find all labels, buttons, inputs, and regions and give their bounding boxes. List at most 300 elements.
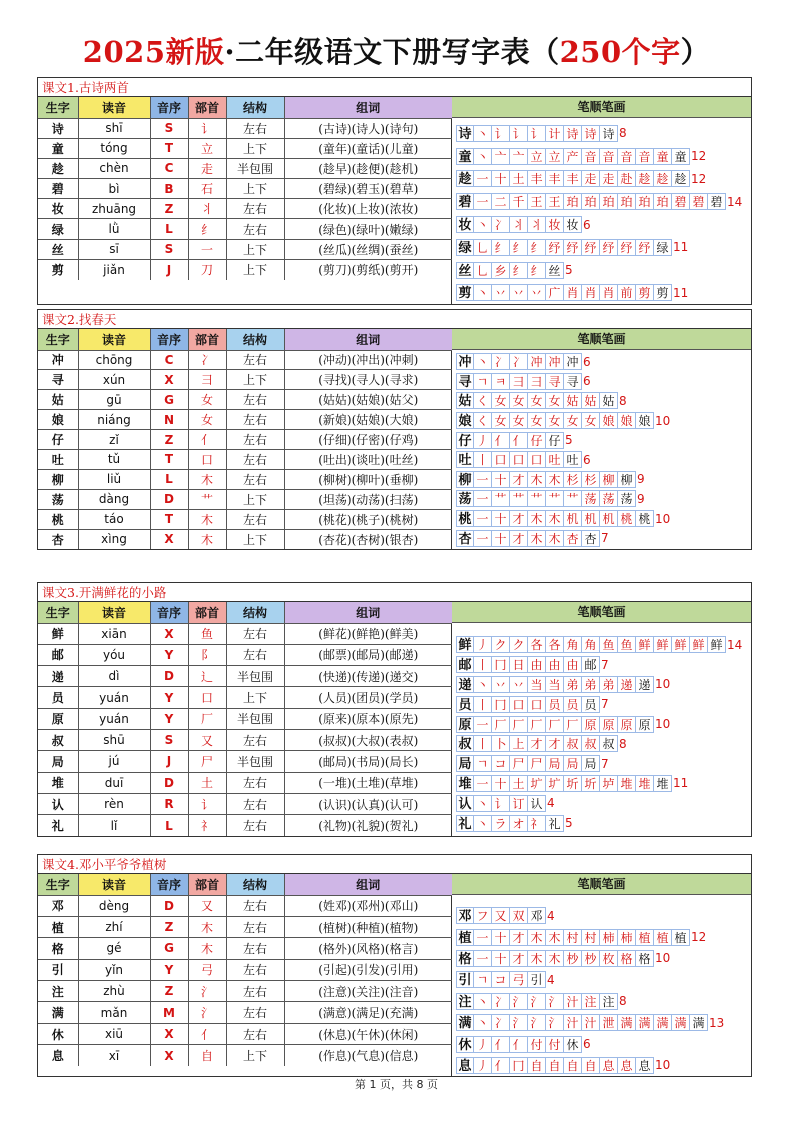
cell-radical: 彐 — [188, 370, 226, 390]
cell-words: (注意)(关注)(注音) — [284, 981, 452, 1002]
stroke-order-row — [452, 714, 751, 734]
stroke-step: ラ — [492, 815, 510, 832]
stroke-step: 诗 — [600, 125, 618, 142]
table-row — [38, 489, 452, 509]
stroke-step: 氵 — [510, 1014, 528, 1031]
stroke-step: 植 — [672, 929, 690, 946]
stroke-order-row — [452, 236, 751, 259]
stroke-step: 认 — [528, 795, 546, 812]
stroke-step: 立 — [546, 148, 564, 165]
cell-order: Y — [150, 959, 188, 980]
stroke-step: 荡 — [582, 490, 600, 507]
cell-structure: 左右 — [226, 644, 284, 665]
stroke-step: 仔 — [546, 432, 564, 449]
stroke-step: 音 — [582, 148, 600, 165]
stroke-step: 自 — [546, 1057, 564, 1074]
stroke-char: 邮 — [456, 656, 474, 673]
table-row — [38, 1023, 452, 1044]
cell-char: 寻 — [38, 370, 78, 390]
character-table — [38, 874, 452, 1066]
stroke-step: 局 — [564, 755, 582, 772]
header-char: 生字 — [38, 329, 78, 350]
cell-char: 娘 — [38, 410, 78, 430]
stroke-step: 员 — [582, 696, 600, 713]
table-row — [38, 793, 452, 814]
cell-pinyin: táo — [78, 509, 150, 529]
stroke-char: 碧 — [456, 193, 474, 210]
stroke-step: 由 — [546, 656, 564, 673]
table-row — [38, 938, 452, 959]
cell-radical: 礻 — [188, 815, 226, 836]
cell-char: 堆 — [38, 772, 78, 793]
stroke-step: 当 — [528, 676, 546, 693]
cell-pinyin: chōng — [78, 350, 150, 370]
stroke-step: 纟 — [528, 262, 546, 279]
cell-radical: 木 — [188, 529, 226, 549]
cell-words: (吐出)(谈吐)(吐丝) — [284, 449, 452, 469]
stroke-step: 柿 — [600, 929, 618, 946]
cell-order: J — [150, 259, 188, 279]
stroke-step: 十 — [492, 950, 510, 967]
cell-char: 息 — [38, 1045, 78, 1066]
cell-order: C — [150, 350, 188, 370]
cell-words: (桃花)(桃子)(桃树) — [284, 509, 452, 529]
stroke-step: 枚 — [600, 950, 618, 967]
stroke-step: 木 — [546, 510, 564, 527]
cell-pinyin: tǔ — [78, 449, 150, 469]
stroke-step: 才 — [546, 735, 564, 752]
stroke-step: 纾 — [618, 239, 636, 256]
lesson-title: 课文2.找春天 — [38, 310, 751, 329]
stroke-count: 11 — [673, 285, 689, 300]
cell-radical: 自 — [188, 1045, 226, 1066]
stroke-step: 息 — [600, 1057, 618, 1074]
cell-radical: 冫 — [188, 350, 226, 370]
stroke-step: 柳 — [618, 471, 636, 488]
stroke-step: 彐 — [528, 373, 546, 390]
stroke-step: 木 — [528, 510, 546, 527]
stroke-step: 冂 — [492, 696, 510, 713]
cell-char: 诗 — [38, 118, 78, 138]
cell-char: 桃 — [38, 509, 78, 529]
stroke-step: 吐 — [546, 451, 564, 468]
cell-structure: 左右 — [226, 199, 284, 219]
stroke-count: 12 — [691, 930, 707, 945]
stroke-step: 丷 — [528, 284, 546, 301]
header-structure: 结构 — [226, 602, 284, 623]
stroke-order-row — [452, 694, 751, 714]
table-row — [38, 390, 452, 410]
stroke-step: 纾 — [564, 239, 582, 256]
stroke-step: 一 — [474, 716, 492, 733]
cell-radical: 一 — [188, 239, 226, 259]
cell-structure: 半包围 — [226, 751, 284, 772]
cell-pinyin: zhù — [78, 981, 150, 1002]
cell-words: (认识)(认真)(认可) — [284, 793, 452, 814]
cell-order: X — [150, 370, 188, 390]
stroke-step: 十 — [492, 510, 510, 527]
stroke-step: く — [474, 392, 492, 409]
header-strokes: 笔顺笔画 — [452, 97, 751, 118]
cell-words: (鲜花)(鲜艳)(鲜美) — [284, 623, 452, 644]
stroke-step: 女 — [582, 412, 600, 429]
stroke-step: 氵 — [528, 993, 546, 1010]
cell-words: (邮局)(书局)(局长) — [284, 751, 452, 772]
stroke-count: 4 — [547, 972, 555, 987]
stroke-order-row — [452, 450, 751, 470]
stroke-step: 丶 — [474, 148, 492, 165]
stroke-char: 休 — [456, 1036, 474, 1053]
header-strokes: 笔顺笔画 — [452, 602, 751, 623]
cell-char: 姑 — [38, 390, 78, 410]
stroke-step: 原 — [582, 716, 600, 733]
stroke-count: 11 — [673, 240, 689, 255]
stroke-step: 寻 — [546, 373, 564, 390]
stroke-step: 吐 — [564, 451, 582, 468]
lesson-section — [37, 854, 752, 1077]
stroke-step: 丶 — [474, 284, 492, 301]
stroke-step: 丶 — [474, 795, 492, 812]
cell-words: (杏花)(杏树)(银杏) — [284, 529, 452, 549]
stroke-step: 亻 — [492, 1036, 510, 1053]
cell-char: 注 — [38, 981, 78, 1002]
cell-structure: 左右 — [226, 449, 284, 469]
stroke-step: 十 — [492, 775, 510, 792]
stroke-step: 趁 — [672, 170, 690, 187]
stroke-step: 厂 — [546, 716, 564, 733]
stroke-step: 一 — [474, 170, 492, 187]
stroke-step: 植 — [636, 929, 654, 946]
cell-char: 休 — [38, 1023, 78, 1044]
stroke-step: 丶 — [474, 993, 492, 1010]
stroke-step: 员 — [564, 696, 582, 713]
stroke-count: 4 — [547, 908, 555, 923]
stroke-step: 柳 — [600, 471, 618, 488]
page-title — [0, 34, 793, 70]
cell-words: (坦荡)(动荡)(扫荡) — [284, 489, 452, 509]
stroke-step: 音 — [600, 148, 618, 165]
stroke-step: 妆 — [546, 216, 564, 233]
cell-structure: 左右 — [226, 895, 284, 916]
stroke-step: 圹 — [546, 775, 564, 792]
cell-structure: 左右 — [226, 959, 284, 980]
stroke-char: 绿 — [456, 239, 474, 256]
cell-words: (姑姑)(姑娘)(姑父) — [284, 390, 452, 410]
stroke-step: 艹 — [528, 490, 546, 507]
stroke-char: 格 — [456, 950, 474, 967]
stroke-step: 丶 — [474, 216, 492, 233]
cell-order: L — [150, 815, 188, 836]
stroke-count: 12 — [691, 149, 707, 164]
stroke-order-row — [452, 430, 751, 450]
stroke-step: 寻 — [564, 373, 582, 390]
stroke-step: 一 — [474, 950, 492, 967]
character-table — [38, 329, 452, 549]
header-pinyin: 读音 — [78, 602, 150, 623]
stroke-step: 亠 — [492, 148, 510, 165]
stroke-step: 丬 — [510, 216, 528, 233]
table-row — [38, 1002, 452, 1023]
stroke-char: 诗 — [456, 125, 474, 142]
cell-order: Y — [150, 708, 188, 729]
cell-words: (植树)(种植)(植物) — [284, 916, 452, 937]
stroke-step: 圻 — [564, 775, 582, 792]
stroke-step: 由 — [528, 656, 546, 673]
stroke-step: 讠 — [528, 125, 546, 142]
stroke-step: 递 — [618, 676, 636, 693]
stroke-char: 杏 — [456, 530, 474, 547]
stroke-step: 立 — [528, 148, 546, 165]
stroke-char: 认 — [456, 795, 474, 812]
header-radical: 部首 — [188, 329, 226, 350]
stroke-count: 7 — [601, 657, 609, 672]
stroke-step: 女 — [546, 412, 564, 429]
stroke-step: 氵 — [510, 993, 528, 1010]
cell-pinyin: zhuāng — [78, 199, 150, 219]
cell-structure: 左右 — [226, 815, 284, 836]
stroke-step: 十 — [492, 530, 510, 547]
table-row — [38, 469, 452, 489]
stroke-step: 叔 — [600, 735, 618, 752]
cell-pinyin: gé — [78, 938, 150, 959]
stroke-step: 丬 — [528, 216, 546, 233]
header-pinyin: 读音 — [78, 329, 150, 350]
stroke-step: 丷 — [510, 284, 528, 301]
stroke-step: 丶 — [474, 353, 492, 370]
cell-words: (引起)(引发)(引用) — [284, 959, 452, 980]
stroke-char: 姑 — [456, 392, 474, 409]
stroke-step: 才 — [528, 735, 546, 752]
stroke-step: 王 — [546, 193, 564, 210]
stroke-step: 鱼 — [618, 636, 636, 653]
stroke-char: 堆 — [456, 775, 474, 792]
header-words: 组词 — [284, 97, 452, 118]
stroke-step: 亻 — [510, 432, 528, 449]
stroke-step: 注 — [582, 993, 600, 1010]
stroke-order-row — [452, 991, 751, 1012]
cell-char: 荡 — [38, 489, 78, 509]
stroke-order-row — [452, 528, 751, 548]
stroke-step: 肖 — [582, 284, 600, 301]
cell-order: Y — [150, 687, 188, 708]
stroke-step: 一 — [474, 775, 492, 792]
cell-radical: 口 — [188, 449, 226, 469]
stroke-step: 礼 — [546, 815, 564, 832]
table-row — [38, 815, 452, 836]
stroke-order-row — [452, 926, 751, 947]
stroke-count: 6 — [583, 1037, 591, 1052]
stroke-step: 卜 — [492, 735, 510, 752]
stroke-step: 厂 — [564, 716, 582, 733]
stroke-step: 口 — [510, 696, 528, 713]
cell-order: T — [150, 449, 188, 469]
stroke-step: 碧 — [690, 193, 708, 210]
stroke-step: ㄱ — [474, 971, 492, 988]
stroke-step: 纾 — [546, 239, 564, 256]
stroke-step: 泄 — [600, 1014, 618, 1031]
stroke-step: 杉 — [564, 471, 582, 488]
cell-radical: 走 — [188, 158, 226, 178]
cell-words: (人员)(团员)(学员) — [284, 687, 452, 708]
stroke-step: 诗 — [582, 125, 600, 142]
stroke-count: 7 — [601, 756, 609, 771]
stroke-step: 丿 — [474, 636, 492, 653]
stroke-char: 冲 — [456, 353, 474, 370]
table-row — [38, 916, 452, 937]
stroke-step: 荡 — [618, 490, 636, 507]
stroke-step: 剪 — [636, 284, 654, 301]
lesson-section — [37, 582, 752, 837]
header-radical: 部首 — [188, 874, 226, 895]
cell-structure: 半包围 — [226, 666, 284, 687]
stroke-step: ク — [492, 636, 510, 653]
cell-pinyin: niáng — [78, 410, 150, 430]
cell-radical: 石 — [188, 179, 226, 199]
title-part-4: ） — [680, 35, 711, 69]
cell-structure: 左右 — [226, 430, 284, 450]
table-row — [38, 138, 452, 158]
stroke-step: 丨 — [474, 451, 492, 468]
stroke-step: 广 — [546, 284, 564, 301]
cell-order: X — [150, 623, 188, 644]
cell-words: (快递)(传递)(递交) — [284, 666, 452, 687]
cell-char: 冲 — [38, 350, 78, 370]
cell-order: B — [150, 179, 188, 199]
cell-order: Z — [150, 199, 188, 219]
stroke-step: 丿 — [474, 1057, 492, 1074]
cell-radical: 木 — [188, 938, 226, 959]
stroke-step: 纾 — [582, 239, 600, 256]
stroke-step: 冂 — [492, 656, 510, 673]
cell-words: (丝瓜)(丝绸)(蚕丝) — [284, 239, 452, 259]
stroke-char: 娘 — [456, 412, 474, 429]
stroke-step: 弓 — [510, 971, 528, 988]
stroke-count: 13 — [709, 1015, 725, 1030]
stroke-step: 氵 — [528, 1014, 546, 1031]
stroke-step: 冲 — [546, 353, 564, 370]
stroke-step: 弟 — [600, 676, 618, 693]
cell-order: T — [150, 509, 188, 529]
stroke-step: 木 — [528, 929, 546, 946]
stroke-count: 10 — [655, 1058, 671, 1073]
stroke-step: 垆 — [600, 775, 618, 792]
table-row — [38, 751, 452, 772]
stroke-step: 珀 — [600, 193, 618, 210]
cell-pinyin: lǐ — [78, 815, 150, 836]
stroke-step: 走 — [600, 170, 618, 187]
stroke-step: 丶 — [474, 1014, 492, 1031]
cell-order: D — [150, 772, 188, 793]
stroke-step: 局 — [546, 755, 564, 772]
table-row — [38, 1045, 452, 1066]
stroke-step: 双 — [510, 907, 528, 924]
stroke-step: 日 — [510, 656, 528, 673]
stroke-step: 尸 — [528, 755, 546, 772]
cell-words: (作息)(气息)(信息) — [284, 1045, 452, 1066]
cell-structure: 左右 — [226, 938, 284, 959]
cell-structure: 上下 — [226, 179, 284, 199]
header-order: 音序 — [150, 602, 188, 623]
stroke-step: 荡 — [600, 490, 618, 507]
stroke-step: 满 — [654, 1014, 672, 1031]
stroke-step: 鲜 — [654, 636, 672, 653]
cell-words: (化妆)(上妆)(浓妆) — [284, 199, 452, 219]
cell-structure: 左右 — [226, 469, 284, 489]
stroke-step: 局 — [582, 755, 600, 772]
table-row — [38, 509, 452, 529]
stroke-step: 纟 — [510, 262, 528, 279]
cell-order: Z — [150, 981, 188, 1002]
cell-char: 递 — [38, 666, 78, 687]
stroke-step: 女 — [510, 412, 528, 429]
stroke-step: 艹 — [546, 490, 564, 507]
stroke-step: 女 — [492, 412, 510, 429]
stroke-step: 王 — [528, 193, 546, 210]
cell-radical: 鱼 — [188, 623, 226, 644]
stroke-order-row — [452, 509, 751, 529]
stroke-step: 口 — [528, 451, 546, 468]
stroke-step: 自 — [582, 1057, 600, 1074]
stroke-step: 一 — [474, 929, 492, 946]
cell-structure: 左右 — [226, 509, 284, 529]
cell-structure: 上下 — [226, 138, 284, 158]
page-footer: 第 1 页，共 8 页 — [355, 1078, 438, 1091]
cell-order: C — [150, 158, 188, 178]
table-row — [38, 981, 452, 1002]
cell-structure: 上下 — [226, 529, 284, 549]
cell-pinyin: xiān — [78, 623, 150, 644]
stroke-step: 冲 — [564, 353, 582, 370]
cell-pinyin: chèn — [78, 158, 150, 178]
table-row — [38, 239, 452, 259]
stroke-step: 叔 — [564, 735, 582, 752]
stroke-step: 息 — [636, 1057, 654, 1074]
stroke-step: 珀 — [618, 193, 636, 210]
stroke-step: 走 — [582, 170, 600, 187]
stroke-count: 11 — [673, 776, 689, 791]
stroke-step: 丿 — [474, 1036, 492, 1053]
stroke-step: 村 — [582, 929, 600, 946]
stroke-step: 趁 — [654, 170, 672, 187]
cell-radical: 艹 — [188, 489, 226, 509]
stroke-step: 注 — [600, 993, 618, 1010]
stroke-count: 8 — [619, 393, 627, 408]
stroke-step: 邓 — [528, 907, 546, 924]
stroke-step: 丶 — [474, 815, 492, 832]
stroke-step: 息 — [618, 1057, 636, 1074]
cell-words: (仔细)(仔密)(仔鸡) — [284, 430, 452, 450]
stroke-count: 9 — [637, 472, 645, 487]
cell-radical: 丬 — [188, 199, 226, 219]
cell-pinyin: rèn — [78, 793, 150, 814]
stroke-step: く — [474, 412, 492, 429]
cell-order: Z — [150, 916, 188, 937]
cell-radical: 女 — [188, 410, 226, 430]
cell-words: (童年)(童话)(儿童) — [284, 138, 452, 158]
stroke-step: 娘 — [618, 412, 636, 429]
stroke-step: 音 — [636, 148, 654, 165]
table-row — [38, 410, 452, 430]
stroke-step: 亻 — [510, 1036, 528, 1053]
stroke-step: 纟 — [528, 239, 546, 256]
stroke-step: 纟 — [492, 239, 510, 256]
cell-char: 剪 — [38, 259, 78, 279]
stroke-step: 才 — [510, 530, 528, 547]
stroke-step: 鱼 — [600, 636, 618, 653]
stroke-count: 10 — [655, 717, 671, 732]
stroke-step: 音 — [618, 148, 636, 165]
stroke-step: 厂 — [492, 716, 510, 733]
